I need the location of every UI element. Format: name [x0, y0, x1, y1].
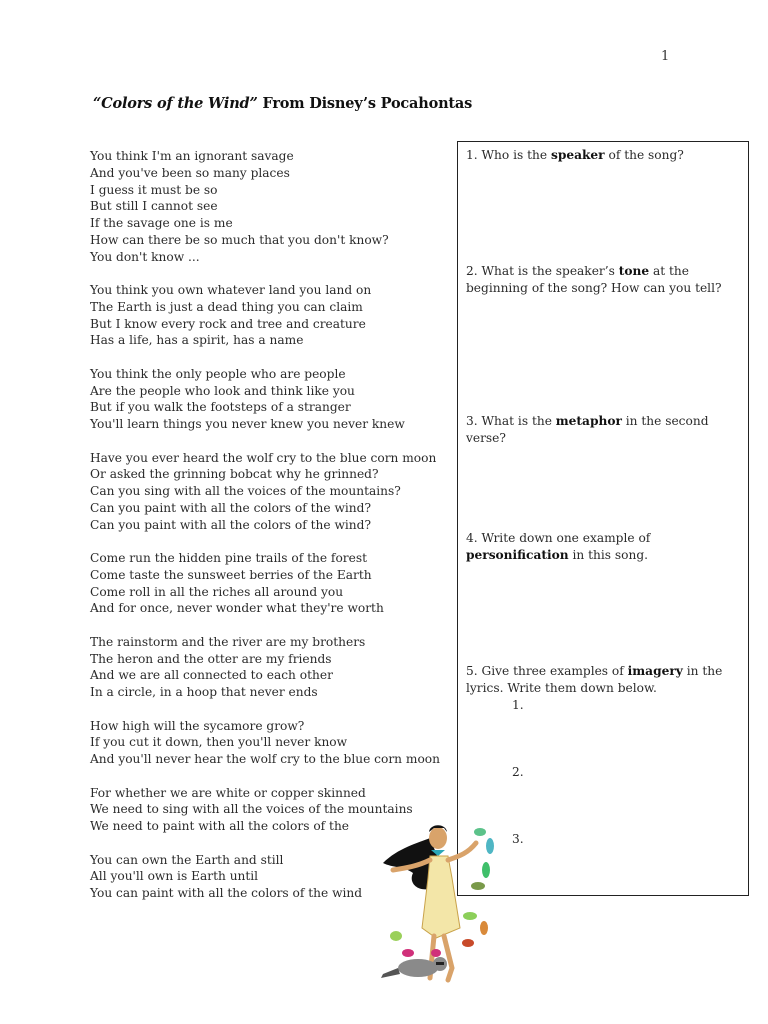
page-number: 1 — [661, 49, 670, 64]
lyric-line: Are the people who look and think like you — [90, 383, 355, 398]
lyrics-stanza — [90, 550, 450, 617]
lyric-line: You think I'm an ignorant savage — [90, 149, 294, 163]
question-text: 3. What is the — [466, 414, 556, 428]
lyric-line: Have you ever heard the wolf cry to the blue corn moon — [90, 450, 437, 465]
lyric-line: Can you paint with all the colors of the wind? — [90, 517, 371, 532]
question-1 — [466, 147, 746, 164]
lyric-line: Can you paint with all the colors of the wind? — [90, 500, 371, 515]
question-keyword: personification — [466, 547, 569, 562]
lyric-line: How high will the sycamore grow? — [90, 718, 305, 733]
lyric-line: But still I cannot see — [90, 199, 218, 214]
title-suffix: From Disney’s Pocahontas — [257, 95, 473, 112]
question-text: at the beginning of the song? How can you tell? — [466, 264, 722, 295]
question-text: 2. What is the speaker’s — [466, 264, 619, 278]
question-keyword: speaker — [550, 148, 605, 162]
question-text: in this song. — [568, 547, 648, 562]
question-text: 5. Give three examples of — [466, 664, 628, 678]
lyric-line: But if you walk the footsteps of a stranger — [90, 400, 351, 415]
lyric-line: If you cut it down, then you'll never know — [90, 735, 348, 750]
lyric-line: How can there be so much that you don't know? — [90, 232, 389, 247]
lyric-line: You think the only people who are people — [90, 366, 346, 381]
questions-box — [457, 141, 749, 896]
lyric-line: And we are all connected to each other — [90, 668, 333, 683]
lyric-line: In a circle, in a hoop that never ends — [90, 685, 318, 699]
lyric-line: You don't know ... — [90, 249, 200, 264]
worksheet-title — [93, 95, 472, 112]
lyric-line: For whether we are white or copper skinned — [90, 785, 366, 800]
question-text: in the second verse? — [466, 414, 709, 445]
lyric-line: You think you own whatever land you land on — [90, 283, 372, 297]
lyric-line: And you've been so many places — [90, 165, 290, 180]
lyric-line: Has a life, has a spirit, has a name — [90, 333, 304, 348]
lyrics-stanza — [90, 366, 450, 433]
lyric-line: But I know every rock and tree and creature — [90, 316, 366, 331]
lyrics-stanza — [90, 634, 450, 701]
question-text: of the song? — [604, 148, 684, 162]
lyric-line: And for once, never wonder what they're worth — [90, 601, 384, 616]
question-text: 1. Who is the — [466, 148, 551, 162]
pocahontas-illustration — [378, 818, 513, 988]
question-keyword: tone — [618, 264, 650, 278]
question-text: in the lyrics. Write them down below. — [466, 664, 723, 695]
lyrics-stanza — [90, 718, 450, 768]
imagery-blank-1: 1. — [512, 698, 524, 712]
lyric-line: You can own the Earth and still — [90, 852, 284, 867]
question-keyword: metaphor — [555, 414, 622, 428]
lyric-line: You can paint with all the colors of the wind — [90, 886, 363, 900]
lyric-line: We need to paint with all the colors of the — [90, 819, 350, 833]
lyrics-stanza — [90, 148, 450, 265]
imagery-blank-2: 2. — [512, 765, 524, 779]
lyric-line: You'll learn things you never knew you never knew — [90, 417, 405, 431]
lyrics-stanza — [90, 282, 450, 349]
lyric-line: I guess it must be so — [90, 182, 218, 197]
lyrics-stanza — [90, 450, 450, 534]
lyric-line: The rainstorm and the river are my brothers — [90, 634, 366, 649]
lyrics-column — [90, 148, 450, 919]
lyric-line: Come run the hidden pine trails of the forest — [90, 551, 367, 565]
lyric-line: Come taste the sunsweet berries of the Earth — [90, 567, 372, 582]
lyric-line: We need to sing with all the voices of the mountains — [90, 802, 413, 817]
lyric-line: If the savage one is me — [90, 216, 233, 230]
lyric-line: The Earth is just a dead thing you can claim — [90, 299, 363, 314]
lyric-line: Come roll in all the riches all around you — [90, 584, 344, 599]
lyric-line: All you'll own is Earth until — [90, 869, 259, 884]
imagery-blank-3: 3. — [512, 832, 524, 846]
lyric-line: And you'll never hear the wolf cry to the blue corn moon — [90, 752, 440, 766]
lyric-line: Can you sing with all the voices of the mountains? — [90, 484, 401, 498]
question-keyword: imagery — [627, 664, 683, 678]
question-3 — [466, 413, 746, 447]
lyric-line: The heron and the otter are my friends — [90, 651, 332, 666]
lyric-line: Or asked the grinning bobcat why he grinned? — [90, 467, 379, 482]
question-5 — [466, 663, 741, 697]
question-2 — [466, 263, 746, 297]
song-name: “Colors of the Wind” — [93, 95, 258, 112]
question-text: 4. Write down one example of — [466, 531, 651, 545]
question-4 — [466, 530, 666, 564]
